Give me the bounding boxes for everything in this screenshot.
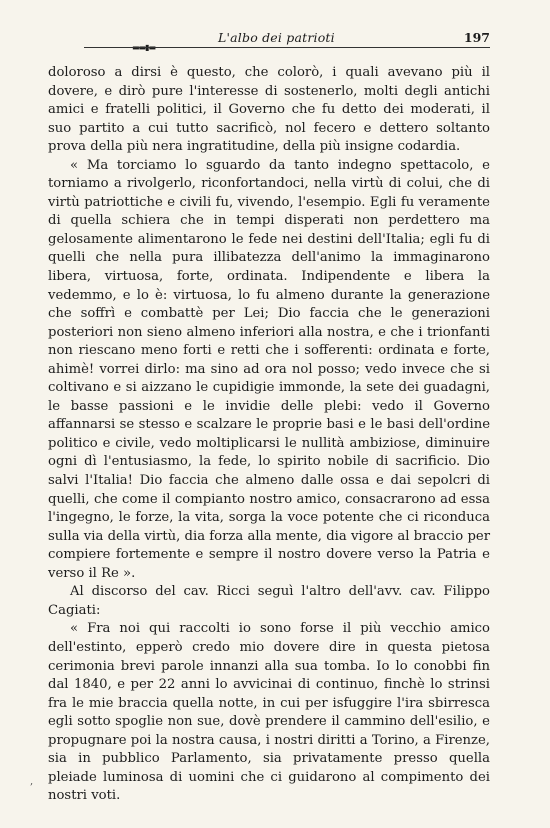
page-body — [48, 64, 490, 806]
paragraph-ricci-speech: « Ma torciamo lo sguardo da tanto indegno spettacolo, e torniamo a rivolgerlo, riconfortandoci, nella virtù di colui, che di virtù patriottiche e civili fu, vivendo, l'esempio. Egli fu veramente di quella schiera che in tempi disperati non perdettero ma gelosamente alimentarono le fede nei destini dell'Italia; egli fu di quelli che nella pura illibatezza dell'animo la immaginarono libera, virtuosa, forte, ordinata. Indipendente e libera la vedemmo, e lo è: virtuosa, lo fu almeno durante la generazione che soffrì e combattè per Lei; Dio faccia che le generazioni posteriori non sieno almeno inferiori alla nostra, e che i trionfanti non riescano meno forti e retti che i sofferenti: ordinata e forte, ahimè! vorrei dirlo: ma sino ad ora nol posso; vedo invece che si coltivano e si aizzano le cupidigie immonde, la sete dei guadagni, le basse passioni e le invidie delle plebi: vedo il Governo affannarsi se stesso e scalzare le proprie basi e le basi dell'ordine politico e civile, vedo moltiplicarsi le nullità ambiziose, diminuire ogni dì l'entusiasmo, la fede, lo spirito nobile di sacrificio. Dio salvi l'Italia! Dio faccia che almeno dalle ossa e dai sepolcri di quelli, che come il compianto nostro amico, consacrarono ad essa l'ingegno, le forze, la vita, sorga la voce potente che ci riconduca sulla via della virtù, dia forza alla mente, dia vigore al braccio per compiere fortemente e sempre il nostro dovere verso la Patria e verso il Re ». — [48, 157, 490, 581]
header-ornament: ▬▬▮▬ — [132, 43, 156, 52]
paragraph-cagiati-speech: « Fra noi qui raccolti io sono forse il più vecchio amico dell'estinto, epperò credo mio dovere dire in questa pietosa cerimonia brevi parole innanzi alla sua tomba. Io lo conobbi fin dal 1840, e per 22 anni lo avvicinai di continuo, finchè lo strinsi fra le mie braccia quella notte, in cui per isfuggire l'ira sbirresca egli sotto spoglie non sue, dovè prendere il cammino dell'esilio, e propugnare poi la nostra causa, i nostri diritti a Torino, a Firenze, sia in pubblico Parlamento, sia privatamente presso quella pleiade luminosa di uomini che ci guidarono al compimento dei nostri voti. — [48, 621, 490, 804]
page-number: 197 — [463, 30, 490, 45]
paragraph-continued: doloroso a dirsi è questo, che colorò, i quali avevano più il dovere, e dirò pure l'interesse di sostenerlo, molti degli antichi amici e fratelli politici, il Governo che fu detto dei moderati, il suo partito a cui tutto sacrificò, nol fecero e dettero soltanto prova della più nera ingratitudine, della più insigne codardia. — [48, 65, 490, 155]
running-header — [48, 26, 490, 52]
margin-mark: , — [30, 776, 34, 787]
running-title: L'albo dei patrioti — [218, 30, 335, 45]
header-rule — [84, 47, 490, 48]
paragraph-transition: Al discorso del cav. Ricci seguì l'altro dell'avv. cav. Filippo Cagiati: — [48, 584, 490, 618]
